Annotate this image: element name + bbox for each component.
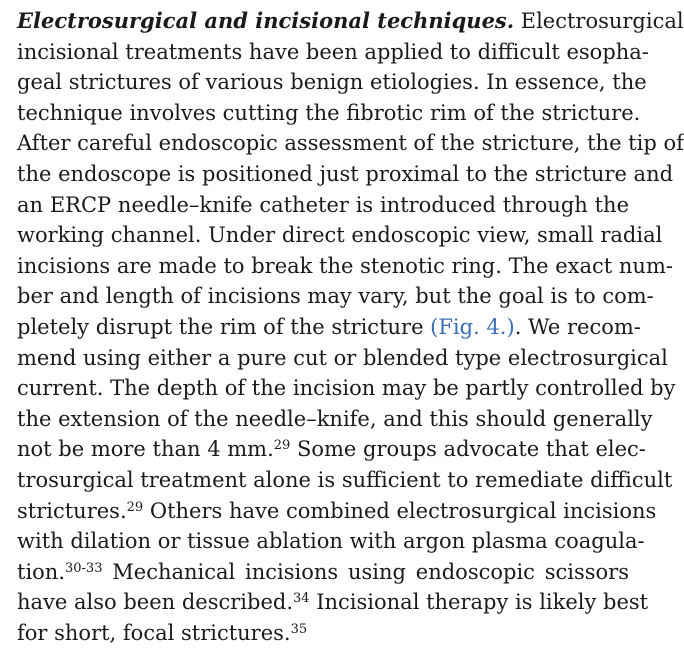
text-run: the extension of the needle–knife, and this should generally	[17, 406, 653, 431]
text-line	[17, 434, 646, 465]
text-line	[17, 128, 684, 159]
text-run: the endoscope is positioned just proximal to the stricture and	[17, 161, 674, 186]
citation-reference[interactable]: 29	[126, 499, 144, 515]
text-run: current. The depth of the incision may be partly controlled by	[17, 376, 676, 401]
text-run: Others have combined electrosurgical incisions	[143, 498, 657, 523]
text-run: an ERCP needle–knife catheter is introduced through the	[17, 192, 629, 217]
text-run: After careful endoscopic assessment of the stricture, the tip of	[17, 131, 684, 156]
section-heading: Electrosurgical and incisional techniques.	[17, 8, 515, 33]
citation-reference[interactable]: 30-33	[65, 560, 103, 576]
text-run: incisional treatments have been applied to difficult esopha-	[17, 39, 649, 64]
text-line	[17, 37, 649, 68]
text-line	[17, 220, 663, 251]
text-run: Incisional therapy is likely best	[309, 590, 649, 615]
text-run: Some groups advocate that elec-	[290, 437, 646, 462]
text-line	[17, 98, 641, 129]
text-run: trosurgical treatment alone is sufficient to remediate difficult	[17, 467, 673, 492]
text-line	[17, 6, 684, 37]
citation-reference[interactable]: 29	[273, 438, 291, 454]
paragraph-electrosurgical-techniques	[17, 6, 684, 648]
text-line	[17, 190, 629, 221]
text-line	[17, 373, 676, 404]
text-run: working channel. Under direct endoscopic view, small radial	[17, 223, 663, 248]
text-line	[17, 251, 673, 282]
text-run: pletely disrupt the rim of the stricture	[17, 314, 431, 339]
text-run: for short, focal strictures.	[17, 620, 291, 645]
figure-reference[interactable]: (Fig. 4.)	[430, 314, 515, 339]
text-run: Mechanical incisions using endoscopic scissors	[102, 559, 629, 584]
text-line	[17, 67, 647, 98]
text-line	[17, 281, 654, 312]
text-run: mend using either a pure cut or blended type electrosurgical	[17, 345, 668, 370]
text-run: ber and length of incisions may vary, but the goal is to com-	[17, 284, 654, 309]
text-line	[17, 587, 649, 618]
text-line	[17, 343, 668, 374]
text-line	[17, 312, 641, 343]
text-line	[17, 557, 629, 588]
text-line	[17, 526, 645, 557]
text-run: not be more than 4 mm.	[17, 437, 274, 462]
text-line	[17, 465, 673, 496]
text-line	[17, 159, 674, 190]
text-run: Electrosurgical	[514, 9, 684, 33]
text-run: . We recom-	[514, 314, 641, 339]
text-run: geal strictures of various benign etiologies. In essence, the	[17, 70, 647, 95]
text-run: strictures.	[17, 498, 127, 523]
citation-reference[interactable]: 35	[290, 621, 308, 637]
text-run: incisions are made to break the stenotic ring. The exact num-	[17, 253, 673, 278]
text-line	[17, 404, 653, 435]
citation-reference[interactable]: 34	[293, 591, 310, 607]
text-run: have also been described.	[17, 590, 293, 615]
text-run: with dilation or tissue ablation with argon plasma coagula-	[17, 529, 645, 554]
text-line	[17, 618, 629, 649]
text-line	[17, 496, 657, 527]
text-run: technique involves cutting the fibrotic rim of the stricture.	[17, 100, 641, 125]
text-run: tion.	[17, 559, 65, 584]
